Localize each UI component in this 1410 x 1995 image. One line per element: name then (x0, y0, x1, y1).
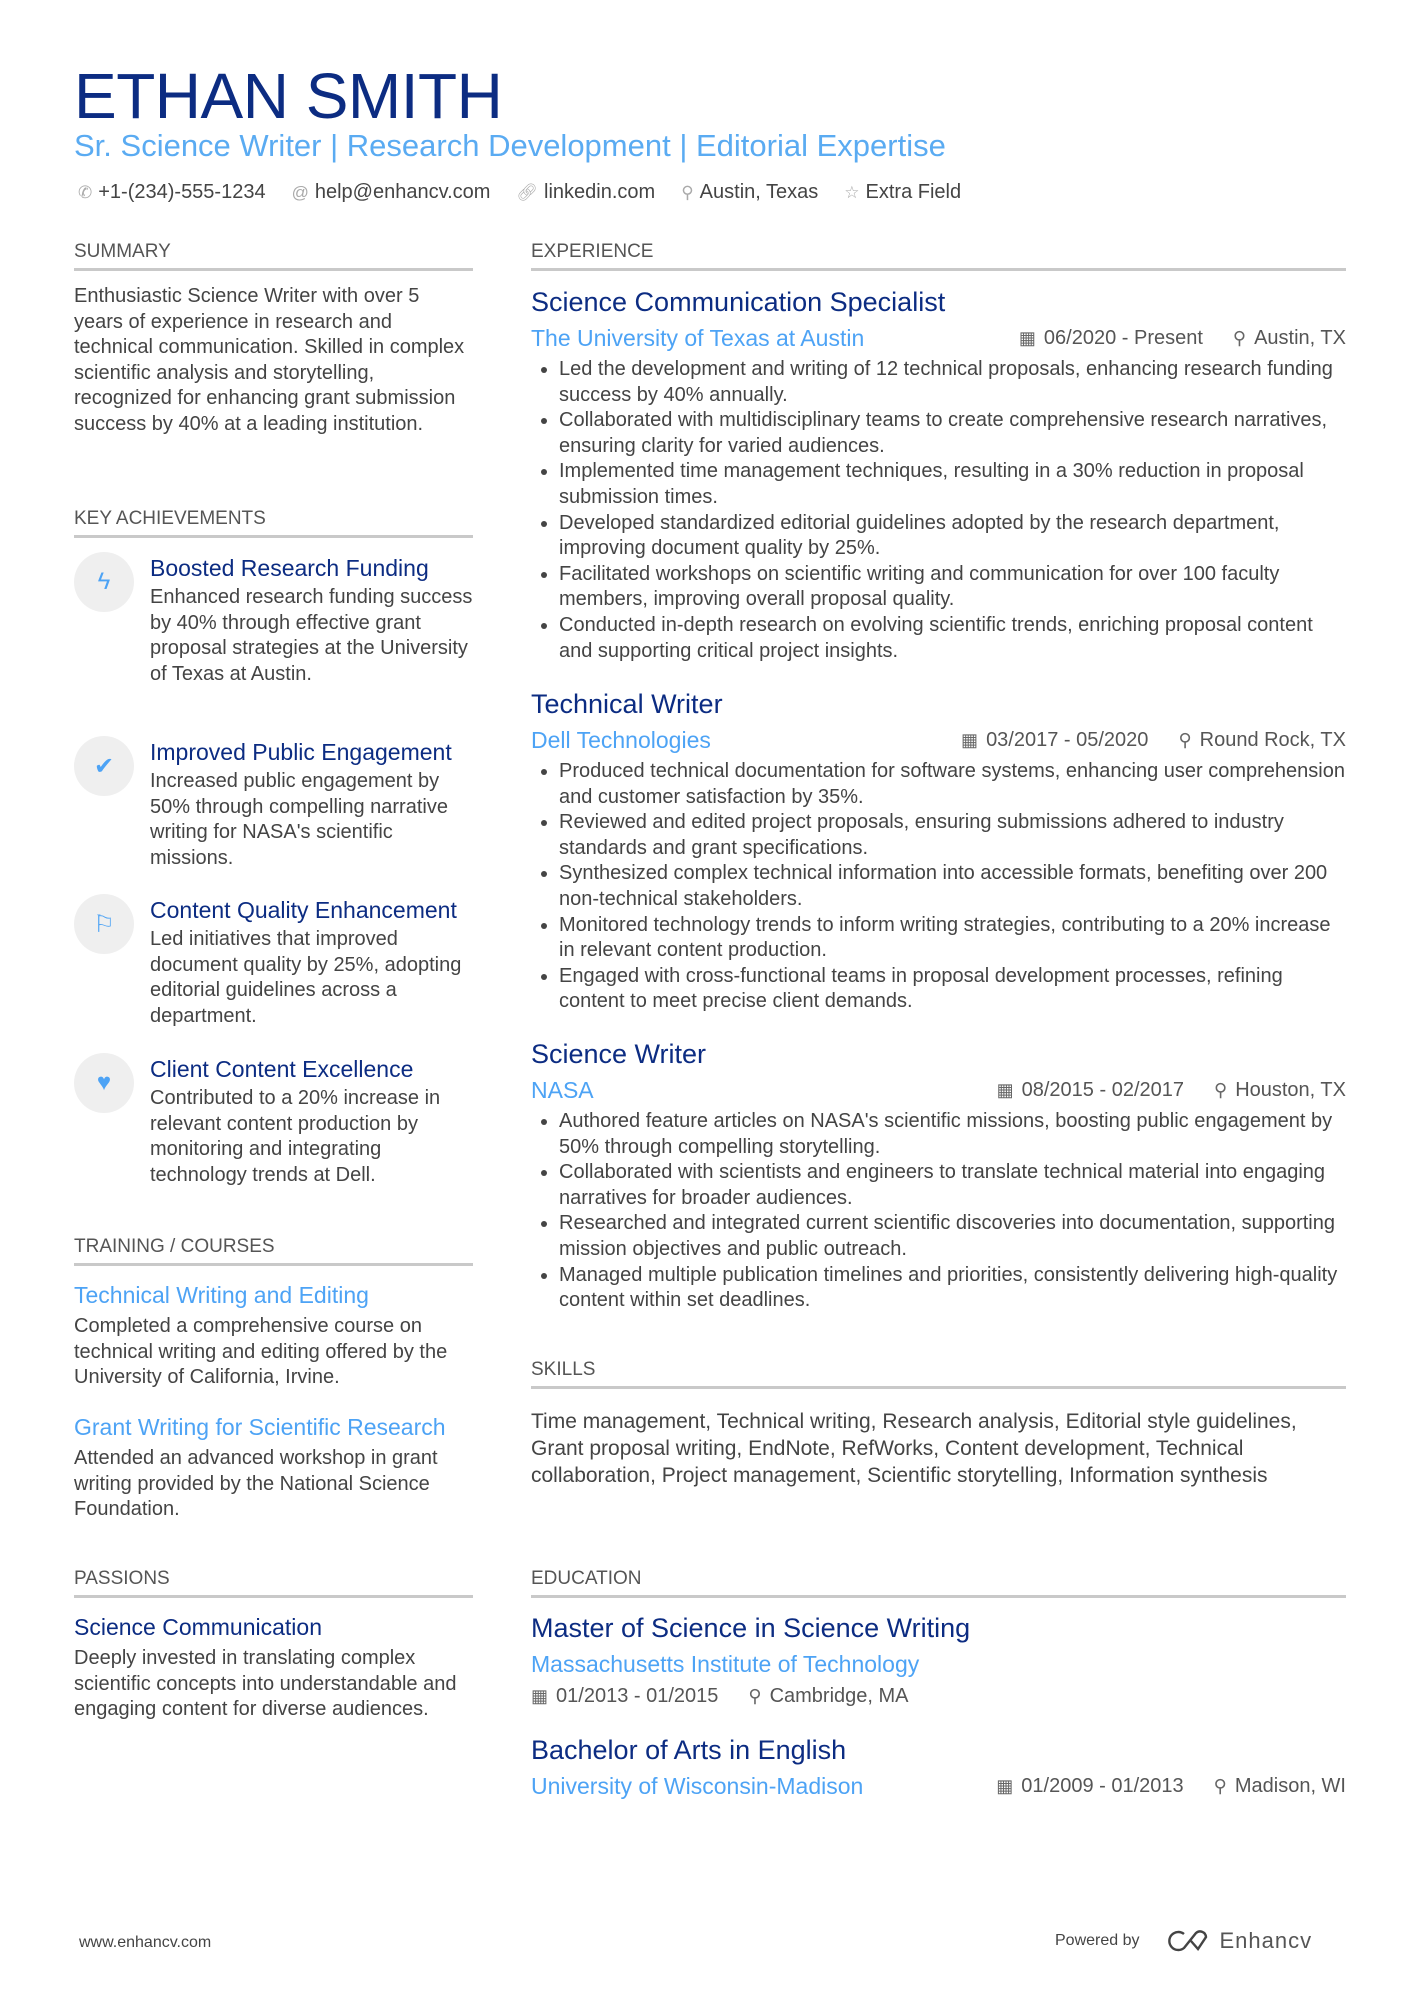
experience-bullet: • Developed standardized editorial guidelines adopted by the research department, improving document quality by 25%. (559, 511, 1346, 562)
contact-phone[interactable] (78, 178, 266, 207)
at-icon: @ (291, 183, 309, 202)
achievements-heading: KEY ACHIEVEMENTS (74, 507, 473, 538)
experience-bullet: • Implemented time management techniques, resulting in a 30% reduction in proposal submission times. (559, 459, 1346, 510)
experience-bullet: • Facilitated workshops on scientific writing and communication for over 100 faculty members, improving overall proposal quality. (559, 562, 1346, 613)
experience-bullets (531, 759, 1346, 1015)
location-pin-icon: ⚲ (748, 1686, 762, 1706)
course-item (74, 1281, 473, 1391)
linkedin-text: linkedin.com (544, 181, 656, 203)
job-meta-row (531, 1074, 1346, 1106)
experience-bullet: • Synthesized complex technical information into accessible formats, benefiting over 200 non-technical stakeholders. (559, 861, 1346, 912)
company-name: NASA (531, 1076, 594, 1103)
extra-text: Extra Field (865, 181, 962, 203)
achievement-title: Boosted Research Funding (150, 555, 429, 581)
contact-extra (844, 178, 961, 207)
course-desc: Completed a comprehensive course on technical writing and editing offered by the University of California, Irvine. (74, 1315, 448, 1389)
calendar-icon: ▦ (1018, 327, 1036, 348)
location-icon: ⚲ (681, 183, 694, 202)
achievement-item (74, 896, 474, 1029)
experience-bullets (531, 1109, 1346, 1314)
summary-heading: SUMMARY (74, 240, 473, 271)
check-icon: ✔ (74, 736, 134, 796)
passion-desc: Deeply invested in translating complex scientific concepts into understandable and engaging content for diverse audiences. (74, 1647, 457, 1721)
achievement-desc: Contributed to a 20% increase in relevant content production by monitoring and integrating technology trends at Dell. (150, 1087, 441, 1186)
course-item (74, 1413, 473, 1523)
location-pin-icon: ⚲ (1214, 1079, 1228, 1100)
degree-title: Bachelor of Arts in English (531, 1735, 847, 1765)
passion-title: Science Communication (74, 1614, 323, 1640)
experience-bullet: • Collaborated with multidisciplinary teams to create comprehensive research narratives, ensuring clarity for varied audiences. (559, 408, 1346, 459)
brand-name: Enhancv (1219, 1928, 1313, 1953)
education-item (531, 1612, 1346, 1712)
job-meta-row (531, 322, 1346, 354)
heart-icon: ♥ (74, 1053, 134, 1113)
experience-item (531, 688, 1346, 1015)
school-name: Massachusetts Institute of Technology (531, 1651, 920, 1677)
location-pin-icon: ⚲ (1213, 1775, 1227, 1796)
education-location: Cambridge, MA (769, 1685, 909, 1707)
contact-bar (78, 178, 961, 207)
course-title: Technical Writing and Editing (74, 1282, 369, 1308)
education-dates: 01/2009 - 01/2013 (1021, 1774, 1184, 1797)
education-item (531, 1734, 1346, 1802)
education-row (531, 1770, 1346, 1802)
contact-email[interactable] (292, 178, 491, 207)
location-pin-icon: ⚲ (1232, 327, 1247, 348)
job-dates: 06/2020 - Present (1043, 326, 1203, 349)
experience-bullet: • Led the development and writing of 12 technical proposals, enhancing research funding success by 40% annually. (559, 357, 1346, 408)
experience-bullet: • Researched and integrated current scientific discoveries into documentation, supporting mission objectives and public outreach. (559, 1211, 1346, 1262)
contact-location (681, 178, 818, 207)
experience-heading: EXPERIENCE (531, 240, 1346, 271)
experience-item (531, 286, 1346, 664)
experience-bullet: • Authored feature articles on NASA's scientific missions, boosting public engagement by 50% through compelling storytelling. (559, 1109, 1346, 1160)
company-name: Dell Technologies (531, 726, 711, 753)
achievement-item (74, 1055, 474, 1188)
education-dates: 01/2013 - 01/2015 (556, 1685, 719, 1707)
calendar-icon: ▦ (531, 1686, 549, 1706)
phone-text: +1-(234)-555-1234 (98, 181, 266, 203)
experience-bullet: • Engaged with cross-functional teams in proposal development processes, refining content to meet precise client demands. (559, 964, 1346, 1015)
achievement-title: Improved Public Engagement (150, 739, 452, 765)
headline: Sr. Science Writer | Research Development | Editorial Expertise (74, 128, 946, 163)
job-title: Technical Writer (531, 689, 723, 719)
experience-bullet: • Managed multiple publication timelines and priorities, consistently delivering high-quality content within set deadlines. (559, 1263, 1346, 1314)
experience-bullets (531, 357, 1346, 664)
job-meta (997, 1079, 1346, 1102)
calendar-icon: ▦ (996, 1079, 1014, 1100)
enhancv-logo-icon (1164, 1929, 1210, 1953)
education-heading: EDUCATION (531, 1567, 1346, 1598)
location-pin-icon: ⚲ (1178, 729, 1192, 750)
achievement-desc: Increased public engagement by 50% through compelling narrative writing for NASA's scientific missions. (150, 770, 448, 869)
job-location: Austin, TX (1254, 326, 1346, 349)
summary-text: Enthusiastic Science Writer with over 5 years of experience in research and technical communication. Skilled in complex scientific analysis and storytelling, recognized for enhancing grant submission success by 40% at a leading institution. (74, 285, 465, 435)
job-meta (961, 729, 1346, 752)
footer-branding (1055, 1928, 1312, 1954)
experience-bullet: • Collaborated with scientists and engineers to translate technical material into engaging narratives for broader audiences. (559, 1160, 1346, 1211)
education-meta (996, 1775, 1346, 1798)
achievement-desc: Enhanced research funding success by 40% through effective grant proposal strategies at the University of Texas at Austin. (150, 586, 473, 685)
link-icon: 🔗︎ (516, 183, 539, 202)
contact-linkedin[interactable] (516, 178, 655, 207)
experience-item (531, 1038, 1346, 1314)
experience-bullet: • Produced technical documentation for software systems, enhancing user comprehension and customer satisfaction by 35%. (559, 759, 1346, 810)
star-icon: ☆ (844, 183, 860, 202)
email-text: help@enhancv.com (314, 181, 491, 203)
education-meta (531, 1680, 1346, 1712)
job-title: Science Writer (531, 1039, 707, 1069)
achievement-title: Content Quality Enhancement (150, 897, 457, 923)
experience-bullet: • Conducted in-depth research on evolving scientific trends, enriching proposal content and supporting critical project insights. (559, 613, 1346, 664)
skills-heading: SKILLS (531, 1358, 1346, 1389)
job-location: Round Rock, TX (1199, 728, 1346, 751)
job-dates: 08/2015 - 02/2017 (1021, 1078, 1184, 1101)
passions-heading: PASSIONS (74, 1567, 473, 1598)
lightning-icon: ϟ (74, 552, 134, 612)
achievement-item (74, 738, 474, 871)
experience-bullet: • Monitored technology trends to inform writing strategies, contributing to a 20% increase in relevant content production. (559, 913, 1346, 964)
achievement-desc: Led initiatives that improved document quality by 25%, adopting editorial guidelines across a department. (150, 928, 462, 1027)
achievement-item (74, 554, 474, 687)
course-desc: Attended an advanced workshop in grant writing provided by the National Science Foundation. (74, 1447, 438, 1521)
footer-website[interactable]: www.enhancv.com (79, 1934, 212, 1951)
passion-item (74, 1613, 473, 1723)
training-heading: TRAINING / COURSES (74, 1235, 473, 1266)
company-name: The University of Texas at Austin (531, 324, 865, 351)
achievement-title: Client Content Excellence (150, 1056, 414, 1082)
flag-icon: ⚐ (74, 894, 134, 954)
job-meta-row (531, 724, 1346, 756)
calendar-icon: ▦ (961, 729, 979, 750)
job-dates: 03/2017 - 05/2020 (986, 728, 1149, 751)
school-name: University of Wisconsin-Madison (531, 1772, 864, 1799)
skills-text: Time management, Technical writing, Research analysis, Editorial style guidelines, Grant proposal writing, EndNote, RefWorks, Content development, Technical collaboration, Project management, Scientific storytelling, Information synthesis (531, 1410, 1297, 1487)
degree-title: Master of Science in Science Writing (531, 1613, 971, 1643)
calendar-icon: ▦ (996, 1775, 1014, 1796)
location-text: Austin, Texas (699, 181, 819, 203)
job-title: Science Communication Specialist (531, 287, 946, 317)
experience-bullet: • Reviewed and edited project proposals, ensuring submissions adhered to industry standards and grant specifications. (559, 810, 1346, 861)
course-title: Grant Writing for Scientific Research (74, 1414, 446, 1440)
powered-by-label: Powered by (1055, 1932, 1140, 1949)
candidate-name: ETHAN SMITH (74, 60, 503, 132)
job-location: Houston, TX (1235, 1078, 1346, 1101)
education-location: Madison, WI (1234, 1774, 1346, 1797)
job-meta (1019, 327, 1346, 350)
phone-icon: ✆ (78, 183, 93, 202)
